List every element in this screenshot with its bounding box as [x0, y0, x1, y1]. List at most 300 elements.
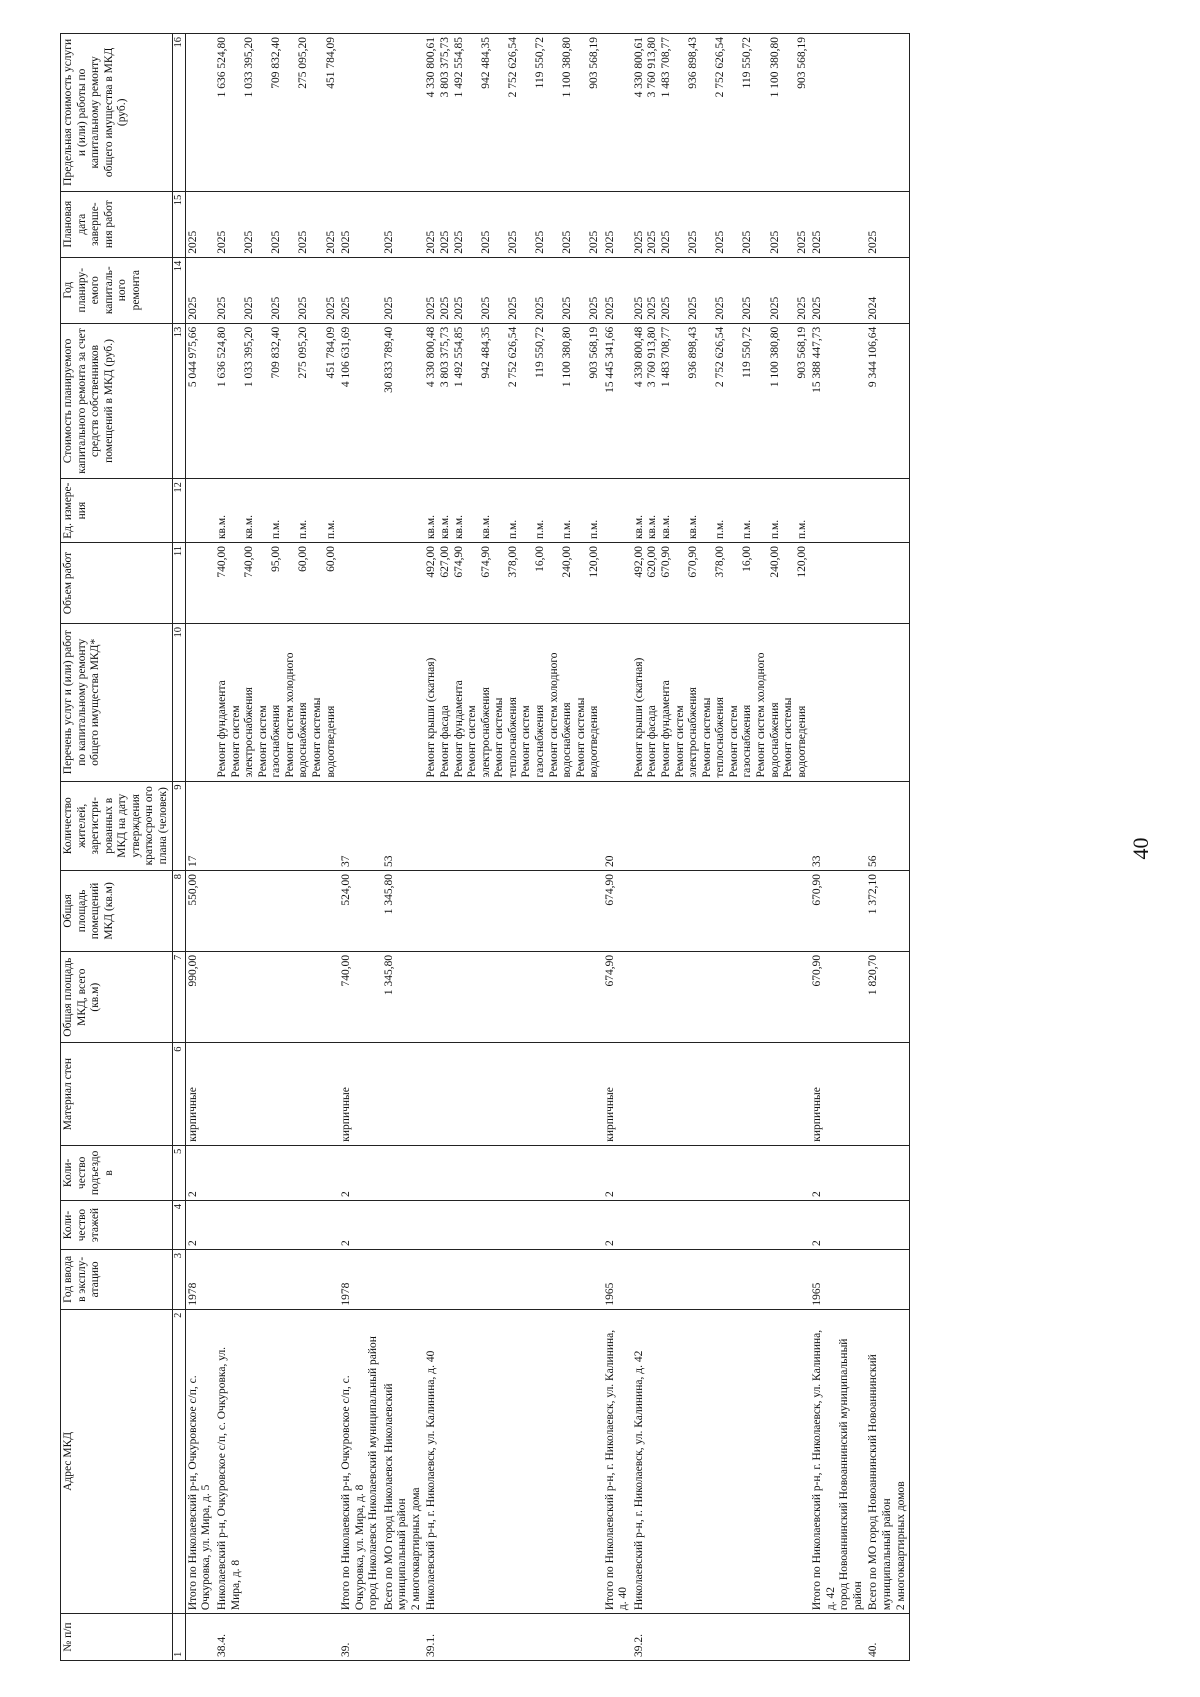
column-number: 3 — [172, 1250, 185, 1310]
cell-line — [520, 37, 534, 188]
table-row — [603, 34, 632, 1661]
cell-line: 2025 — [186, 296, 199, 320]
cell-year — [424, 1250, 602, 1310]
cell-cost — [185, 323, 215, 478]
cell-line: 2025 — [216, 230, 228, 254]
cell-line: 2025 — [425, 296, 438, 320]
cell-line: газоснабжения — [533, 704, 546, 778]
cell-num: 40. — [866, 1614, 909, 1661]
cell-line: 3 803 375,73 — [439, 326, 451, 388]
cell-line — [575, 195, 589, 254]
cell-line: кв.м. — [687, 515, 700, 540]
cell-line: 3 803 375,73 — [439, 37, 451, 98]
cell-line: 709 832,40 — [270, 37, 283, 89]
cell-line: 2025 — [186, 230, 199, 254]
cell-line — [230, 327, 244, 475]
cell-line: 492,00 — [425, 546, 438, 578]
cell-cost — [339, 323, 382, 478]
cell-floors: 2 — [339, 1201, 382, 1250]
cell-line: 1 483 708,77 — [660, 37, 672, 98]
cell-units — [382, 479, 425, 543]
cell-line: 1 492 554,85 — [452, 326, 465, 388]
cell-line: 1 033 395,20 — [243, 326, 256, 388]
cell-limit — [603, 34, 632, 192]
table-body — [185, 34, 909, 1661]
cell-line: кв.м. — [479, 515, 492, 540]
cell-line — [782, 261, 796, 320]
cell-line — [575, 482, 589, 539]
cell-line: п.м. — [506, 519, 519, 540]
cell-entrances — [424, 1145, 602, 1200]
cell-line: 2025 — [588, 230, 601, 254]
cell-line: 2025 — [741, 230, 754, 254]
cell-end-date — [382, 191, 425, 257]
cell-end-date — [215, 191, 339, 257]
cell-line: Ремонт систем — [256, 705, 269, 778]
cell-line — [674, 327, 688, 475]
cell-total-area — [215, 951, 339, 1043]
cell-line — [257, 546, 271, 620]
cell-volumes — [185, 543, 215, 624]
cell-line: 2025 — [867, 230, 880, 254]
cell-line: п.м. — [741, 519, 754, 540]
column-header: Коли-чество подъездо в — [61, 1145, 173, 1200]
cell-plan-year — [185, 257, 215, 323]
cell-total-area: 990,00 — [185, 951, 215, 1043]
cell-line: 119 550,72 — [533, 37, 546, 89]
table-row — [810, 34, 866, 1661]
cell-material — [632, 1043, 810, 1145]
cell-residents: 53 — [382, 781, 425, 870]
cell-residents: 33 — [810, 781, 866, 870]
cell-line: 451 784,09 — [324, 326, 337, 379]
cell-line: Всего по МО город Николаевск Николаевский — [382, 1383, 395, 1611]
cell-line: Очкуровка, ул. Мира, д. 8 — [353, 1484, 366, 1611]
cell-line: 2025 — [768, 296, 781, 320]
cell-line — [782, 37, 796, 188]
cell-total-area: 1 345,80 — [382, 951, 425, 1043]
cell-line — [466, 261, 480, 320]
cell-line: Ремонт фундамента — [216, 680, 228, 778]
cell-works — [215, 623, 339, 781]
cell-line — [257, 261, 271, 320]
cell-line: 709 832,40 — [270, 326, 283, 379]
cell-line — [548, 546, 562, 620]
cell-num: 39. — [339, 1614, 382, 1661]
cell-line: 2025 — [324, 296, 337, 320]
cell-works — [866, 623, 909, 781]
table-row — [339, 34, 382, 1661]
cell-line: теплоснабжения — [506, 697, 519, 778]
cell-line: 2025 — [533, 230, 546, 254]
cell-volumes — [810, 543, 866, 624]
cell-line: п.м. — [588, 519, 601, 540]
column-header: Общая площадь МКД, всего (кв.м) — [61, 951, 173, 1043]
cell-line: 2025 — [795, 296, 808, 320]
cell-year: 1978 — [185, 1250, 215, 1310]
cell-line: кв.м. — [425, 515, 438, 540]
cell-line: 275 095,20 — [297, 326, 310, 379]
cell-line: 2025 — [660, 230, 672, 254]
cell-year: 1965 — [603, 1250, 632, 1310]
cell-material: кирпичные — [185, 1043, 215, 1145]
column-number: 2 — [172, 1309, 185, 1614]
cell-units — [810, 479, 866, 543]
table-row — [632, 34, 810, 1661]
cell-line — [466, 546, 480, 620]
cell-address — [339, 1309, 382, 1614]
cell-residents: 37 — [339, 781, 382, 870]
cell-line: 2025 — [660, 296, 672, 320]
cell-line — [520, 327, 534, 475]
cell-line: Николаевский р-н, г. Николаевск, ул. Калинина, д. 42 — [632, 1350, 645, 1611]
cell-line: 2025 — [479, 296, 492, 320]
cell-line — [728, 195, 742, 254]
cell-line: 2 752 626,54 — [506, 37, 519, 98]
cell-line — [257, 327, 271, 475]
cell-residents — [215, 781, 339, 870]
cell-rooms-area: 524,00 — [339, 870, 382, 951]
column-header: Перечень услуг и (или) работ по капитальному ремонту общего имущества МКД* — [61, 623, 173, 781]
cell-line — [755, 482, 769, 539]
page-number: 40 — [1128, 837, 1153, 860]
cell-line — [520, 482, 534, 539]
cell-line — [701, 195, 715, 254]
cell-line: теплоснабжения — [714, 697, 727, 778]
cell-volumes — [632, 543, 810, 624]
cell-total-area — [424, 951, 602, 1043]
cell-line — [230, 546, 244, 620]
cell-material: кирпичные — [810, 1043, 866, 1145]
cell-line — [674, 482, 688, 539]
cell-line: 627,00 — [439, 546, 451, 578]
cell-entrances — [215, 1145, 339, 1200]
cell-line: электроснабжения — [687, 687, 700, 778]
cell-num — [603, 1614, 632, 1661]
cell-works — [339, 623, 382, 781]
cell-line: п.м. — [768, 519, 781, 540]
cell-line: 15 388 447,73 — [811, 326, 824, 393]
cell-residents: 56 — [866, 781, 909, 870]
column-number: 7 — [172, 951, 185, 1043]
cell-line: 4 330 800,48 — [425, 326, 438, 388]
cell-line — [575, 546, 589, 620]
cell-address — [810, 1309, 866, 1614]
cell-line: Очкуровка, ул. Мира, д. 5 — [200, 1484, 213, 1611]
cell-floors: 2 — [185, 1201, 215, 1250]
cell-rooms-area: 1 372,10 — [866, 870, 909, 951]
cell-entrances — [632, 1145, 810, 1200]
cell-line — [284, 482, 298, 539]
cell-line: 2025 — [714, 230, 727, 254]
cell-material — [866, 1043, 909, 1145]
cell-line: 2 многоквартирных дома — [409, 1487, 422, 1611]
cell-line: 119 550,72 — [741, 326, 754, 379]
cell-line: 1 636 524,80 — [216, 326, 228, 388]
cell-line: 2025 — [382, 296, 395, 320]
cell-line: Ремонт фундамента — [660, 680, 672, 778]
cell-plan-year — [215, 257, 339, 323]
cell-end-date — [424, 191, 602, 257]
cell-line: Ремонт систем — [520, 705, 533, 778]
cell-cost — [215, 323, 339, 478]
cell-line: 120,00 — [588, 546, 601, 578]
column-header: Адрес МКД — [61, 1309, 173, 1614]
cell-line: кв.м. — [646, 515, 659, 540]
table-row — [424, 34, 602, 1661]
cell-end-date — [632, 191, 810, 257]
cell-entrances — [382, 1145, 425, 1200]
cell-rooms-area — [424, 870, 602, 951]
cell-line: 674,90 — [479, 546, 492, 578]
cell-line: 2025 — [243, 230, 256, 254]
cell-entrances: 2 — [339, 1145, 382, 1200]
cell-line — [493, 482, 507, 539]
cell-num: 38.4. — [215, 1614, 339, 1661]
cell-line: Ремонт фасада — [439, 705, 451, 778]
column-number: 13 — [172, 323, 185, 478]
cell-line: Ремонт систем холодного — [283, 652, 296, 778]
cell-line: д. 42 — [824, 1587, 837, 1611]
cell-line: 674,90 — [452, 546, 465, 578]
cell-line: Ремонт фундамента — [452, 680, 465, 778]
cell-units — [424, 479, 602, 543]
cell-line: Всего по МО город Новоаннинский Новоаннинский — [867, 1354, 880, 1611]
cell-line — [701, 261, 715, 320]
cell-line: 2025 — [687, 230, 700, 254]
column-number: 6 — [172, 1043, 185, 1145]
cell-total-area: 674,90 — [603, 951, 632, 1043]
cell-line — [466, 37, 480, 188]
column-header: Плановая дата заверше-ния работ — [61, 191, 173, 257]
cell-line: 3 760 913,80 — [646, 326, 659, 388]
cell-line: 60,00 — [324, 546, 337, 572]
cell-line: кв.м. — [216, 515, 228, 540]
cell-line: Николаевский р-н, Очкуровское с/п, с. Очкуровка, ул. — [216, 1346, 228, 1611]
cell-volumes — [215, 543, 339, 624]
cell-works — [382, 623, 425, 781]
cell-line: 2025 — [340, 230, 353, 254]
cell-line: 740,00 — [243, 546, 256, 578]
cell-line: 2024 — [867, 296, 880, 320]
cell-units — [866, 479, 909, 543]
cell-line — [311, 327, 325, 475]
cell-line: город Новоаннинский Новоаннинский муниципальный — [838, 1338, 851, 1611]
column-header: Ед. измере-ния — [61, 479, 173, 543]
cell-cost — [382, 323, 425, 478]
cell-line: 2025 — [603, 230, 616, 254]
column-number: 16 — [172, 34, 185, 192]
cell-material — [382, 1043, 425, 1145]
cell-limit — [866, 34, 909, 192]
cell-line: 1 100 380,80 — [768, 37, 781, 98]
cell-end-date — [810, 191, 866, 257]
column-header: Материал стен — [61, 1043, 173, 1145]
cell-line — [230, 37, 244, 188]
cell-cost — [810, 323, 866, 478]
cell-plan-year — [632, 257, 810, 323]
column-number: 5 — [172, 1145, 185, 1200]
cell-line: 119 550,72 — [741, 37, 754, 89]
cell-line — [782, 195, 796, 254]
cell-cost — [424, 323, 602, 478]
cell-line — [548, 261, 562, 320]
cell-material: кирпичные — [339, 1043, 382, 1145]
cell-line: 95,00 — [270, 546, 283, 572]
cell-line: 2025 — [561, 296, 574, 320]
table-row — [215, 34, 339, 1661]
cell-line: 2025 — [768, 230, 781, 254]
cell-line: 2025 — [588, 296, 601, 320]
cell-line — [728, 327, 742, 475]
cell-total-area: 1 820,70 — [866, 951, 909, 1043]
cell-line: п.м. — [533, 519, 546, 540]
cell-units — [632, 479, 810, 543]
cell-units — [185, 479, 215, 543]
cell-material: кирпичные — [603, 1043, 632, 1145]
cell-limit — [632, 34, 810, 192]
cell-limit — [339, 34, 382, 192]
cell-residents — [424, 781, 602, 870]
cell-volumes — [339, 543, 382, 624]
cell-line: 2025 — [439, 230, 451, 254]
cell-line: п.м. — [324, 519, 337, 540]
cell-line: газоснабжения — [270, 704, 283, 778]
cell-volumes — [382, 543, 425, 624]
cell-line — [782, 546, 796, 620]
cell-line: 451 784,09 — [324, 37, 337, 89]
cell-line: 2 752 626,54 — [714, 37, 727, 98]
cell-year — [866, 1250, 909, 1310]
cell-line: Ремонт крыши (скатная) — [632, 657, 645, 778]
cell-units — [215, 479, 339, 543]
cell-line — [548, 327, 562, 475]
cell-line: кв.м. — [632, 515, 645, 540]
cell-line: 942 484,35 — [479, 326, 492, 379]
cell-address — [215, 1309, 339, 1614]
cell-total-area: 740,00 — [339, 951, 382, 1043]
cell-line: 492,00 — [632, 546, 645, 578]
cell-line: 2025 — [270, 296, 283, 320]
cell-line: Ремонт крыши (скатная) — [425, 657, 438, 778]
cell-line: Ремонт системы — [493, 697, 506, 778]
cell-line: город Николаевск Николаевский муниципальный район — [367, 1336, 380, 1611]
cell-line — [257, 195, 271, 254]
cell-line — [575, 327, 589, 475]
cell-rooms-area: 550,00 — [185, 870, 215, 951]
cell-line: 1 492 554,85 — [452, 37, 465, 98]
cell-num — [185, 1614, 215, 1661]
cell-line: 2025 — [324, 230, 337, 254]
cell-volumes — [424, 543, 602, 624]
cell-works — [603, 623, 632, 781]
cell-rooms-area: 674,90 — [603, 870, 632, 951]
cell-line: 60,00 — [297, 546, 310, 572]
cell-floors — [632, 1201, 810, 1250]
cell-num — [810, 1614, 866, 1661]
cell-line: 2025 — [216, 296, 228, 320]
cell-address — [603, 1309, 632, 1614]
cell-line — [674, 37, 688, 188]
cell-line: 378,00 — [714, 546, 727, 578]
cell-line: 936 898,43 — [687, 37, 700, 89]
cell-line: 3 760 913,80 — [646, 37, 659, 98]
cell-line: муниципальный район — [396, 1498, 409, 1611]
cell-end-date — [603, 191, 632, 257]
cell-line: 240,00 — [768, 546, 781, 578]
cell-line — [674, 195, 688, 254]
column-number: 15 — [172, 191, 185, 257]
cell-line: 2025 — [439, 296, 451, 320]
cell-line: 670,90 — [687, 546, 700, 578]
cell-total-area — [632, 951, 810, 1043]
cell-line: 120,00 — [795, 546, 808, 578]
cell-line: 2025 — [243, 296, 256, 320]
cell-line: 16,00 — [533, 546, 546, 572]
column-number: 10 — [172, 623, 185, 781]
cell-line: 119 550,72 — [533, 326, 546, 379]
cell-line — [466, 195, 480, 254]
cell-line: 4 330 800,48 — [632, 326, 645, 388]
cell-line — [493, 261, 507, 320]
cell-line: 2025 — [811, 296, 824, 320]
cell-residents — [632, 781, 810, 870]
cell-line — [257, 482, 271, 539]
cell-line: Мира, д. 8 — [229, 1559, 242, 1611]
cell-line — [701, 546, 715, 620]
cell-line: Ремонт систем — [466, 705, 479, 778]
cell-line: 903 568,19 — [588, 326, 601, 379]
cell-line: Ремонт системы — [574, 697, 587, 778]
cell-line — [311, 261, 325, 320]
cell-line — [755, 546, 769, 620]
cell-line: Итого по Николаевский р-н, г. Николаевск, ул. Калинина, — [603, 1329, 616, 1611]
cell-residents: 17 — [185, 781, 215, 870]
cell-line — [755, 327, 769, 475]
cell-line — [755, 261, 769, 320]
column-header: № п/п — [61, 1614, 173, 1661]
cell-line: 2025 — [632, 296, 645, 320]
cell-material — [424, 1043, 602, 1145]
cell-line: муниципальный район — [881, 1498, 893, 1611]
cell-floors — [215, 1201, 339, 1250]
capital-repair-table — [60, 33, 910, 1661]
cell-line: Ремонт систем — [229, 705, 242, 778]
cell-line: 2 752 626,54 — [506, 326, 519, 388]
header-row — [61, 34, 173, 1661]
table-row — [866, 34, 909, 1661]
cell-line: 4 330 800,61 — [425, 37, 438, 98]
cell-line — [575, 261, 589, 320]
column-header: Год ввода в эксплу-атацию — [61, 1250, 173, 1310]
cell-line — [548, 37, 562, 188]
column-header: Объем работ — [61, 543, 173, 624]
cell-line — [284, 327, 298, 475]
cell-line — [311, 546, 325, 620]
cell-line: Ремонт систем — [727, 705, 740, 778]
cell-rooms-area — [215, 870, 339, 951]
column-header: Стоимость планируемого капитального ремонта за счет средств собственников помещений в МКД (руб.) — [61, 323, 173, 478]
cell-rooms-area: 670,90 — [810, 870, 866, 951]
cell-line: 2025 — [632, 230, 645, 254]
cell-line — [701, 482, 715, 539]
cell-line: п.м. — [270, 519, 283, 540]
cell-plan-year — [603, 257, 632, 323]
cell-cost — [603, 323, 632, 478]
cell-plan-year — [810, 257, 866, 323]
cell-line: 2025 — [646, 296, 659, 320]
cell-line: водоотведения — [588, 705, 601, 778]
